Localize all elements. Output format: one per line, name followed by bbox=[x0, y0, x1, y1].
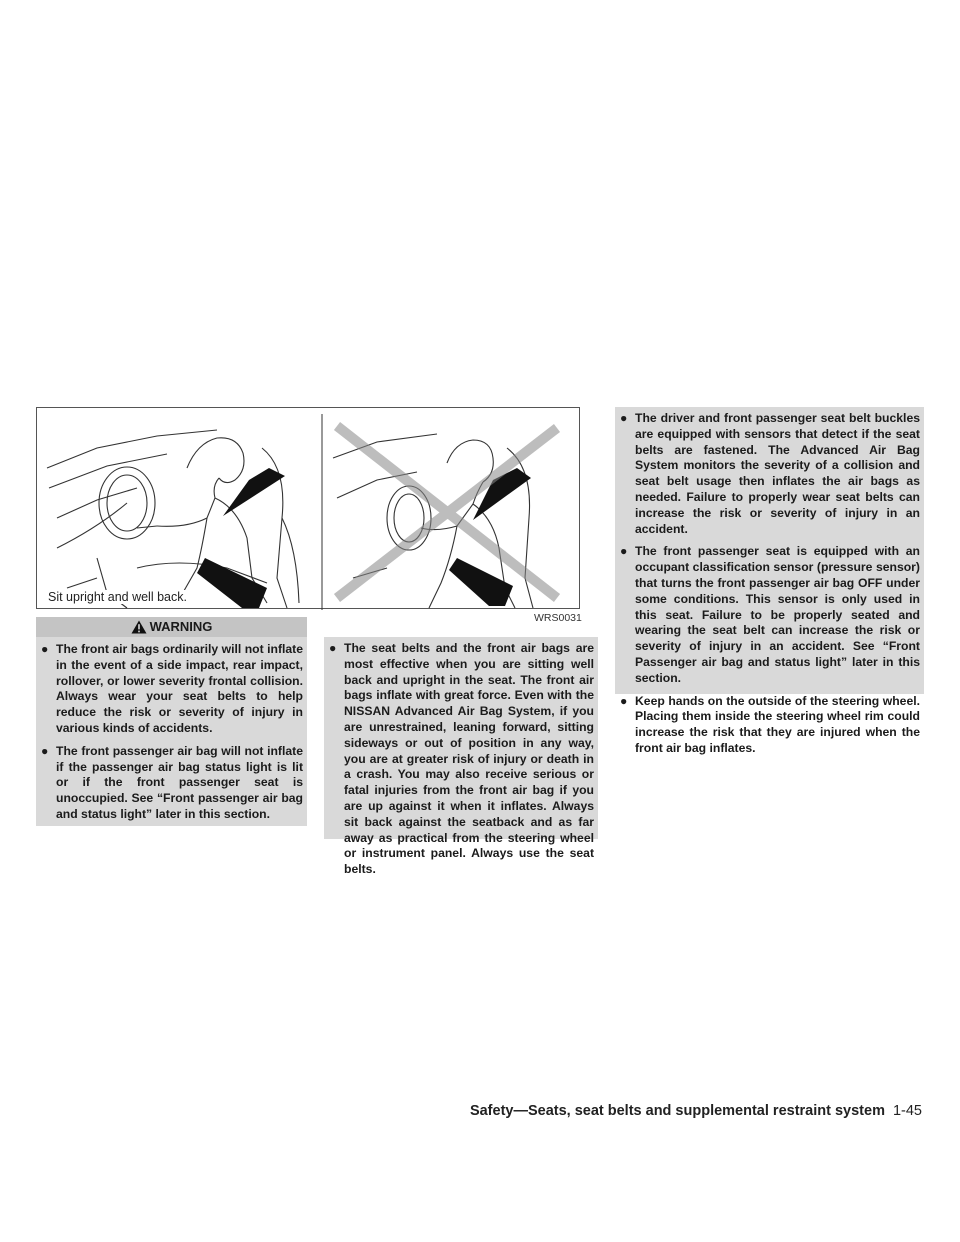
figure-code: WRS0031 bbox=[534, 612, 582, 624]
bullet-icon: ● bbox=[41, 642, 49, 656]
page-number: 1-45 bbox=[892, 1103, 922, 1119]
warning-title: WARNING bbox=[149, 619, 213, 634]
bullet-icon: ● bbox=[620, 693, 628, 708]
warning-item: ● The front air bags ordinarily will not inflate in the event of a side impact, rear impact, rollover, or lower severity frontal collision. Always wear your seat belts to help reduce the risk or severity of injury in various kinds of accidents. bbox=[41, 642, 303, 735]
seating-illustration bbox=[37, 408, 581, 610]
warning-header bbox=[36, 617, 307, 637]
warning-item: ● The seat belts and the front air bags are most effective when you are sitting well back and upright in the seat. The front air bags inflate with great force. Even with the NISSAN Advanced Air Bag System, if you are unrestrained, leaning forward, sitting sideways or out of position in any way, you are at greater risk of injury or death in a crash. You may also receive serious or fatal injuries from the front air bag if you are up against it when it inflates. Always sit back against the seatback and as far away as practical from the steering wheel or instrument panel. Always use the seat belts. bbox=[329, 641, 594, 877]
warning-item: ● The front passenger air bag will not inflate if the passenger air bag status light is lit or if the front passenger seat is unoccupied. See “Front passenger air bag and status light” later in this section. bbox=[41, 743, 303, 821]
page-footer bbox=[470, 1103, 922, 1119]
bullet-icon: ● bbox=[41, 743, 49, 758]
illustration-figure bbox=[36, 407, 580, 609]
section-title: Safety—Seats, seat belts and supplemental restraint system bbox=[469, 1103, 885, 1119]
warning-item: ● The front passenger seat is equipped with an occupant classification sensor (pressure sensor) that turns the front passenger air bag OFF under some conditions. This sensor is only used in this seat. Failure to be properly seated and wearing the seat belt can increase the risk or severity of injury in an accident. See “Front Passenger air bag and status light” later in this section. bbox=[620, 544, 920, 685]
warning-column-2 bbox=[328, 641, 594, 885]
bullet-icon: ● bbox=[329, 641, 337, 655]
warning-column-3 bbox=[619, 411, 920, 764]
warning-column-1 bbox=[40, 642, 303, 830]
figure-caption: Sit upright and well back. bbox=[48, 590, 187, 604]
warning-item: ● The driver and front passenger seat belt buckles are equipped with sensors that detect if the seat belts are fastened. The Advanced Air Bag System monitors the severity of a collision and seat belt usage then inflates the air bags as needed. Failure to properly wear seat belts can increase the risk or severity of injury in an accident. bbox=[620, 411, 920, 536]
warning-item: ● Keep hands on the outside of the steering wheel. Placing them inside the steering wheel rim could increase the risk that they are injured when the front air bag inflates. bbox=[620, 693, 920, 755]
bullet-icon: ● bbox=[620, 544, 628, 559]
bullet-icon: ● bbox=[620, 411, 628, 425]
warning-triangle-icon bbox=[131, 620, 147, 634]
